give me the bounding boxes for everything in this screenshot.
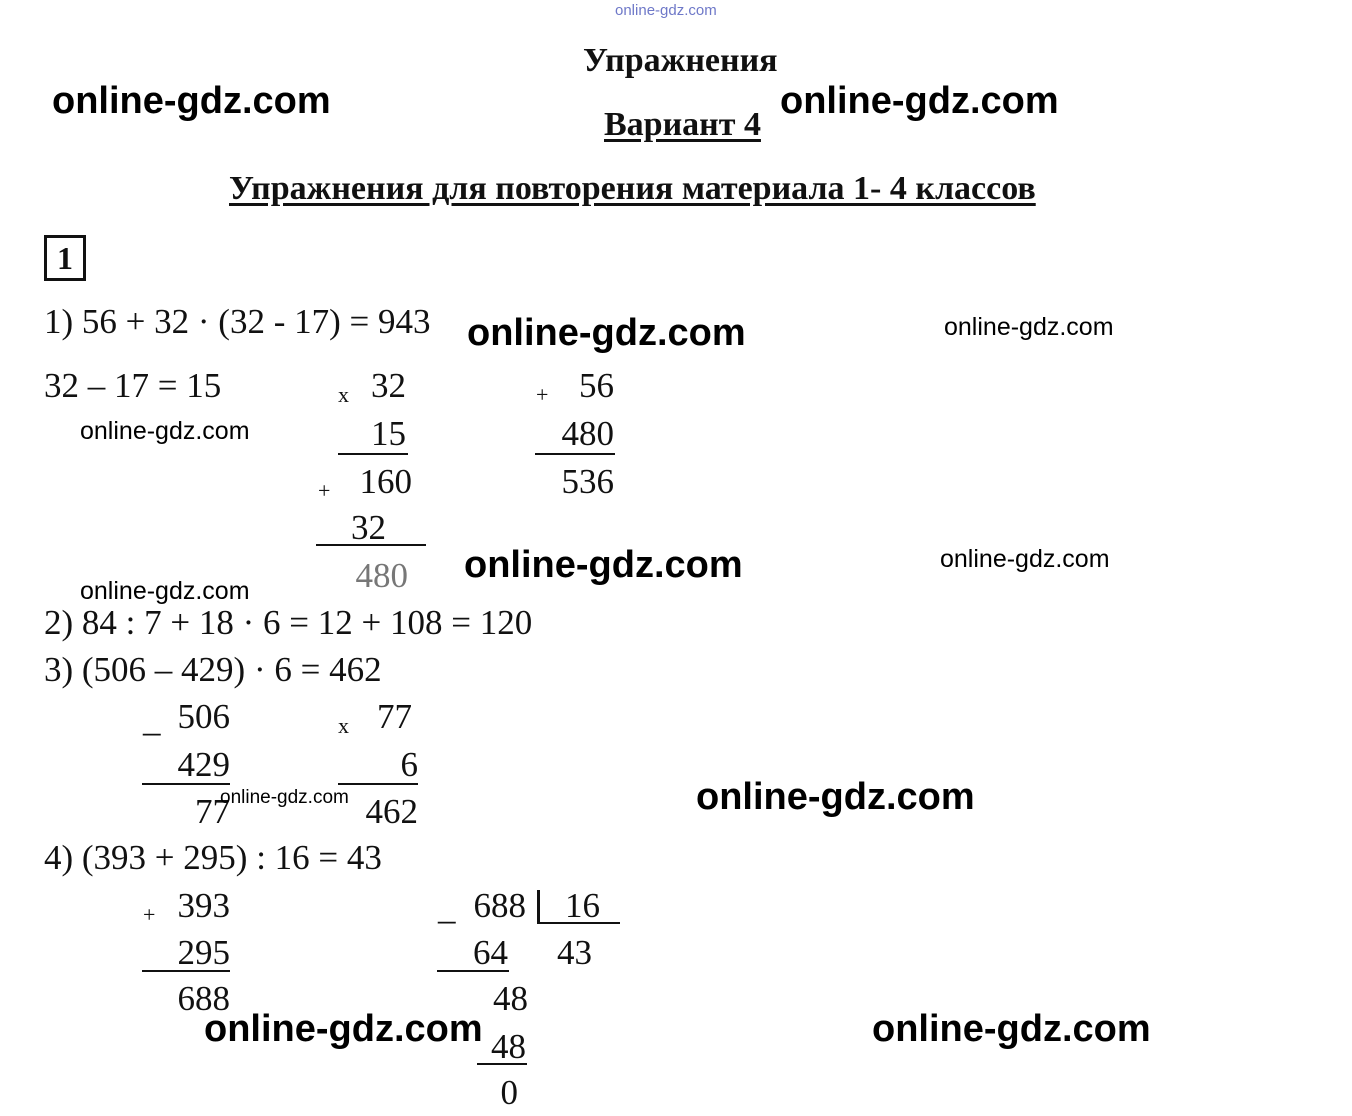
section-subtitle: Упражнения для повторения материала 1- 4 классов <box>229 170 1036 207</box>
task2-expression: 2) 84 : 7 + 18 · 6 = 12 + 108 = 120 <box>44 603 533 642</box>
task4-add-bar <box>142 970 230 972</box>
task3-sub-b: 429 <box>177 745 230 784</box>
task4-div-remainder: 0 <box>500 1073 518 1112</box>
task3-mul-b: 6 <box>400 745 418 784</box>
task4-div-sub1: 64 <box>473 933 508 972</box>
task3-sub-a: 506 <box>177 697 230 736</box>
task4-div-bar1 <box>437 970 509 972</box>
task1-mul-bar <box>338 453 408 455</box>
page-title: Упражнения <box>583 42 778 79</box>
task3-sub-result: 77 <box>195 792 230 831</box>
task1-add-b: 480 <box>561 414 614 453</box>
task4-add-b: 295 <box>177 933 230 972</box>
watermark-11: online-gdz.com <box>204 1008 483 1050</box>
task1-step: 32 – 17 = 15 <box>44 366 222 405</box>
variant-heading: Вариант 4 <box>604 106 761 143</box>
task1-mul-partial2: 32 <box>351 508 386 547</box>
task1-add-sign: + <box>536 382 549 407</box>
task1-add-result: 536 <box>561 462 614 501</box>
task4-div-bar2 <box>477 1063 527 1065</box>
task3-sub-bar <box>142 783 230 785</box>
task4-div-divisor-bar <box>538 922 620 924</box>
task4-div-sub2: 48 <box>491 1027 526 1066</box>
task3-mul-bar <box>338 783 418 785</box>
task1-expression: 1) 56 + 32 · (32 - 17) = 943 <box>44 302 431 341</box>
task1-mul-plus: + <box>318 478 331 503</box>
task1-mul-b: 15 <box>371 414 406 453</box>
task4-div-dividend: 688 <box>473 886 526 925</box>
watermark-7: online-gdz.com <box>940 545 1110 573</box>
task3-mul-sign: x <box>338 713 349 738</box>
task4-div-divisor: 16 <box>565 886 600 925</box>
task4-div-rem1: 48 <box>493 979 528 1018</box>
task4-div-sign: _ <box>438 888 456 927</box>
watermark-6: online-gdz.com <box>464 544 743 586</box>
watermark-8: online-gdz.com <box>80 577 250 605</box>
task1-add-bar <box>535 453 615 455</box>
watermark-4: online-gdz.com <box>944 313 1114 341</box>
task4-add-result: 688 <box>177 979 230 1018</box>
task1-mul-result: 480 <box>355 556 408 595</box>
watermark-1: online-gdz.com <box>52 80 331 122</box>
watermark-3: online-gdz.com <box>467 312 746 354</box>
task4-add-a: 393 <box>177 886 230 925</box>
task3-mul-result: 462 <box>365 792 418 831</box>
watermark-2: online-gdz.com <box>780 80 1059 122</box>
watermark-5: online-gdz.com <box>80 417 250 445</box>
task1-mul-bar2 <box>316 544 426 546</box>
task4-expression: 4) (393 + 295) : 16 = 43 <box>44 838 382 877</box>
watermark-9: online-gdz.com <box>220 787 349 808</box>
watermark-top: online-gdz.com <box>615 2 717 19</box>
task4-div-quotient: 43 <box>557 933 592 972</box>
watermark-10: online-gdz.com <box>696 776 975 818</box>
task1-mul-partial1: 160 <box>359 462 412 501</box>
task1-mul-a: 32 <box>371 366 406 405</box>
task4-div-vline <box>537 890 540 924</box>
task-number-box <box>44 235 86 281</box>
task3-expression: 3) (506 – 429) · 6 = 462 <box>44 650 382 689</box>
task3-mul-a: 77 <box>377 697 412 736</box>
task4-add-sign: + <box>143 902 156 927</box>
task-number: 1 <box>57 239 73 276</box>
task3-sub-sign: _ <box>143 700 161 739</box>
task1-add-a: 56 <box>579 366 614 405</box>
task1-mul-sign: x <box>338 382 349 407</box>
watermark-12: online-gdz.com <box>872 1008 1151 1050</box>
